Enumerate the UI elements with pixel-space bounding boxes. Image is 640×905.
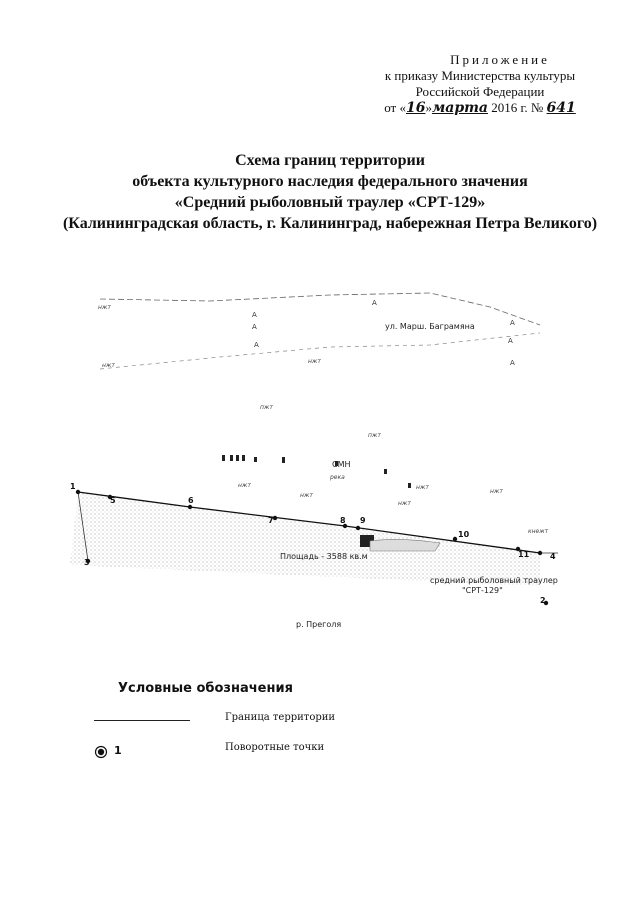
- appendix-date-line: [360, 100, 600, 116]
- street-label: ул. Марш. Баграмяна: [385, 322, 475, 331]
- point-label: 11: [518, 550, 530, 559]
- date-year: 2016 г. №: [491, 100, 544, 115]
- title-line-4: (Калининградская область, г. Калининград, набережная Петра Великого): [62, 215, 598, 232]
- zone-label: пжт: [260, 404, 273, 411]
- zone-label: нжт: [416, 484, 429, 491]
- appendix-title: Приложение: [450, 52, 550, 67]
- point-label: 4: [550, 552, 556, 561]
- point-label: 10: [458, 530, 470, 539]
- appendix-order-line: к приказу Министерства культуры: [384, 68, 576, 83]
- point-label: 3: [84, 558, 90, 567]
- zone-label: нжт: [308, 358, 321, 365]
- legend-point-number: 1: [114, 744, 122, 757]
- a-mark: А: [252, 323, 257, 331]
- water-area: [70, 492, 540, 585]
- legend-boundary-label: Граница территории: [225, 712, 336, 723]
- zone-label: пжт: [368, 432, 381, 439]
- street-boundary-line: [100, 293, 540, 325]
- river-channel-label: река: [330, 474, 345, 481]
- object-label-line-2: "СРТ-129": [462, 586, 503, 595]
- a-mark: А: [510, 319, 515, 327]
- title-line-3: «Средний рыболовный траулер «СРТ-129»: [174, 194, 486, 211]
- turning-point-marker: [188, 505, 192, 509]
- turning-point-icon: [94, 745, 108, 759]
- date-number: 641: [546, 100, 576, 116]
- smn-label: СМН: [332, 460, 351, 469]
- area-label: Площадь - 3588 кв.м: [280, 552, 368, 561]
- point-label: 5: [110, 496, 116, 505]
- a-mark: А: [254, 341, 259, 349]
- turning-point-marker: [356, 526, 360, 530]
- appendix-header: [360, 52, 600, 116]
- point-label: 6: [188, 496, 194, 505]
- date-month: марта: [431, 100, 489, 116]
- zone-label: нжт: [102, 362, 115, 369]
- zone-label: нжт: [238, 482, 251, 489]
- legend-title: Условные обозначения: [118, 681, 293, 696]
- zone-label: кнежт: [528, 528, 549, 535]
- zone-label: нжт: [490, 488, 503, 495]
- river-label: р. Преголя: [296, 620, 342, 629]
- turning-point-marker: [76, 490, 80, 494]
- date-day: 16: [405, 100, 426, 116]
- legend-boundary-line: [94, 720, 190, 721]
- zone-label: нжт: [300, 492, 313, 499]
- point-label: 7: [268, 516, 274, 525]
- a-mark: А: [510, 359, 515, 367]
- point-label: 2: [540, 596, 546, 605]
- point-label: 9: [360, 516, 366, 525]
- zone-label: нжт: [398, 500, 411, 507]
- point-label: 8: [340, 516, 346, 525]
- zone-label: нжт: [98, 304, 111, 311]
- date-prefix: от «: [384, 100, 406, 115]
- title-line-1: Схема границ территории: [235, 152, 425, 169]
- turning-point-marker: [538, 551, 542, 555]
- point-label: 1: [70, 482, 76, 491]
- object-label-line-1: средний рыболовный траулер: [430, 576, 558, 585]
- title-line-2: объекта культурного наследия федерального значения: [132, 173, 528, 190]
- a-mark: А: [508, 337, 513, 345]
- appendix-ministry-line: Российской Федерации: [415, 84, 545, 99]
- territory-map: [70, 285, 610, 645]
- legend-turning-points-label: Поворотные точки: [225, 742, 325, 753]
- date-sep: »: [425, 100, 432, 115]
- document-title: [40, 150, 620, 234]
- turning-point-marker: [453, 537, 457, 541]
- a-mark: А: [372, 299, 377, 307]
- a-mark: А: [252, 311, 257, 319]
